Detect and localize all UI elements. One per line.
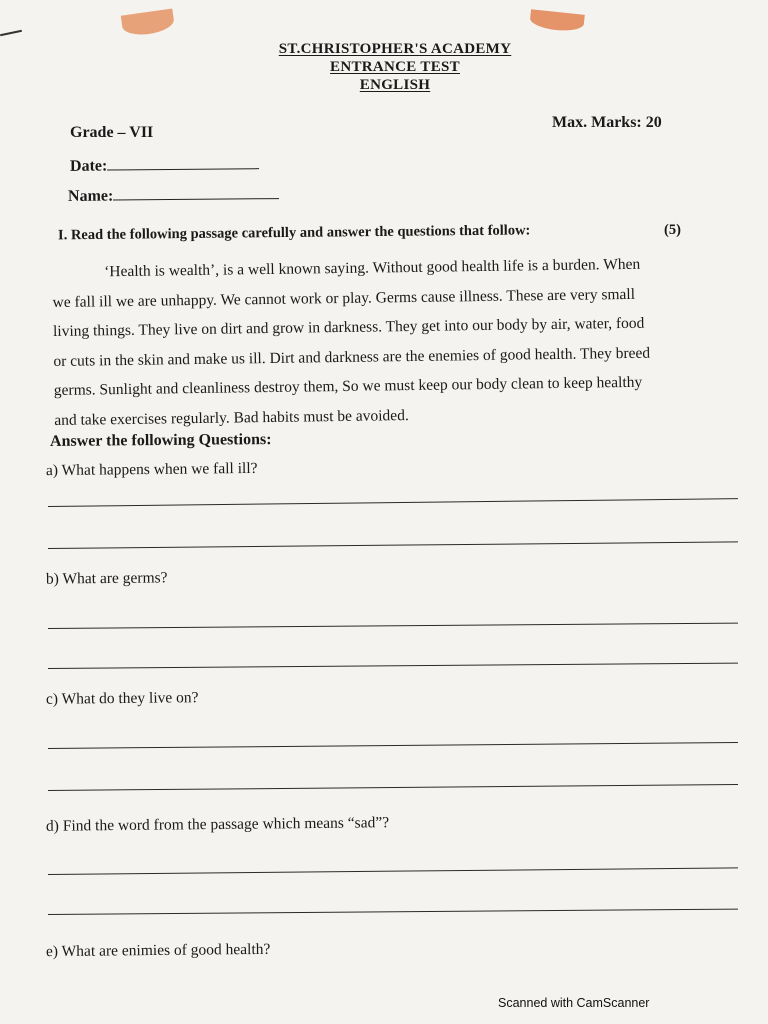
- question-c: c) What do they live on?: [45, 689, 199, 708]
- reading-passage: [52, 249, 722, 435]
- paper-stain-right: [529, 9, 585, 33]
- question-e: e) What are enimies of good health?: [45, 940, 271, 961]
- question-a: a) What happens when we fall ill?: [45, 459, 258, 480]
- answer-line[interactable]: [48, 784, 738, 791]
- question-b: b) What are germs?: [45, 569, 168, 588]
- answer-line[interactable]: [48, 909, 738, 915]
- test-title: ENTRANCE TEST: [330, 59, 460, 75]
- subject-title: ENGLISH: [359, 77, 431, 93]
- name-label: Name:: [67, 187, 114, 205]
- date-blank[interactable]: [107, 154, 259, 170]
- passage-line: and take exercises regularly. Bad habits must be avoided.: [54, 406, 409, 429]
- date-label: Date:: [69, 157, 108, 175]
- name-blank[interactable]: [113, 184, 279, 200]
- answer-line[interactable]: [48, 541, 738, 549]
- paper-stain-left: [121, 8, 176, 37]
- passage-line: living things. They live on dirt and grow in darkness. They get into our body by air, water, food: [52, 314, 645, 340]
- passage-line: ‘Health is wealth’, is a well known saying. Without good health life is a burden. When: [104, 255, 641, 281]
- exam-header: [250, 40, 540, 94]
- school-name: ST.CHRISTOPHER'S ACADEMY: [278, 41, 512, 57]
- answer-line[interactable]: [48, 742, 738, 749]
- passage-line: or cuts in the skin and make us ill. Dirt and darkness are the enemies of good health. They breed: [53, 344, 651, 370]
- answer-line[interactable]: [48, 623, 738, 629]
- pen-mark: [0, 30, 22, 37]
- passage-line: we fall ill we are unhappy. We cannot work or play. Germs cause illness. These are very small: [52, 285, 636, 311]
- max-marks-label: Max. Marks: 20: [552, 114, 662, 131]
- scanner-watermark: Scanned with CamScanner: [498, 996, 650, 1010]
- passage-line: germs. Sunlight and cleanliness destroy them, So we must keep our body clean to keep healthy: [53, 373, 643, 399]
- name-row: [68, 184, 279, 206]
- answer-line[interactable]: [48, 867, 738, 875]
- questions-heading: Answer the following Questions:: [49, 431, 272, 450]
- answer-line[interactable]: [48, 498, 738, 507]
- section-marks: (5): [664, 222, 681, 238]
- question-d: d) Find the word from the passage which means “sad”?: [45, 814, 390, 835]
- grade-label: Grade – VII: [70, 124, 154, 141]
- section-title: I. Read the following passage carefully and answer the questions that follow:: [57, 222, 531, 244]
- date-row: [70, 154, 259, 176]
- answer-line[interactable]: [48, 663, 738, 669]
